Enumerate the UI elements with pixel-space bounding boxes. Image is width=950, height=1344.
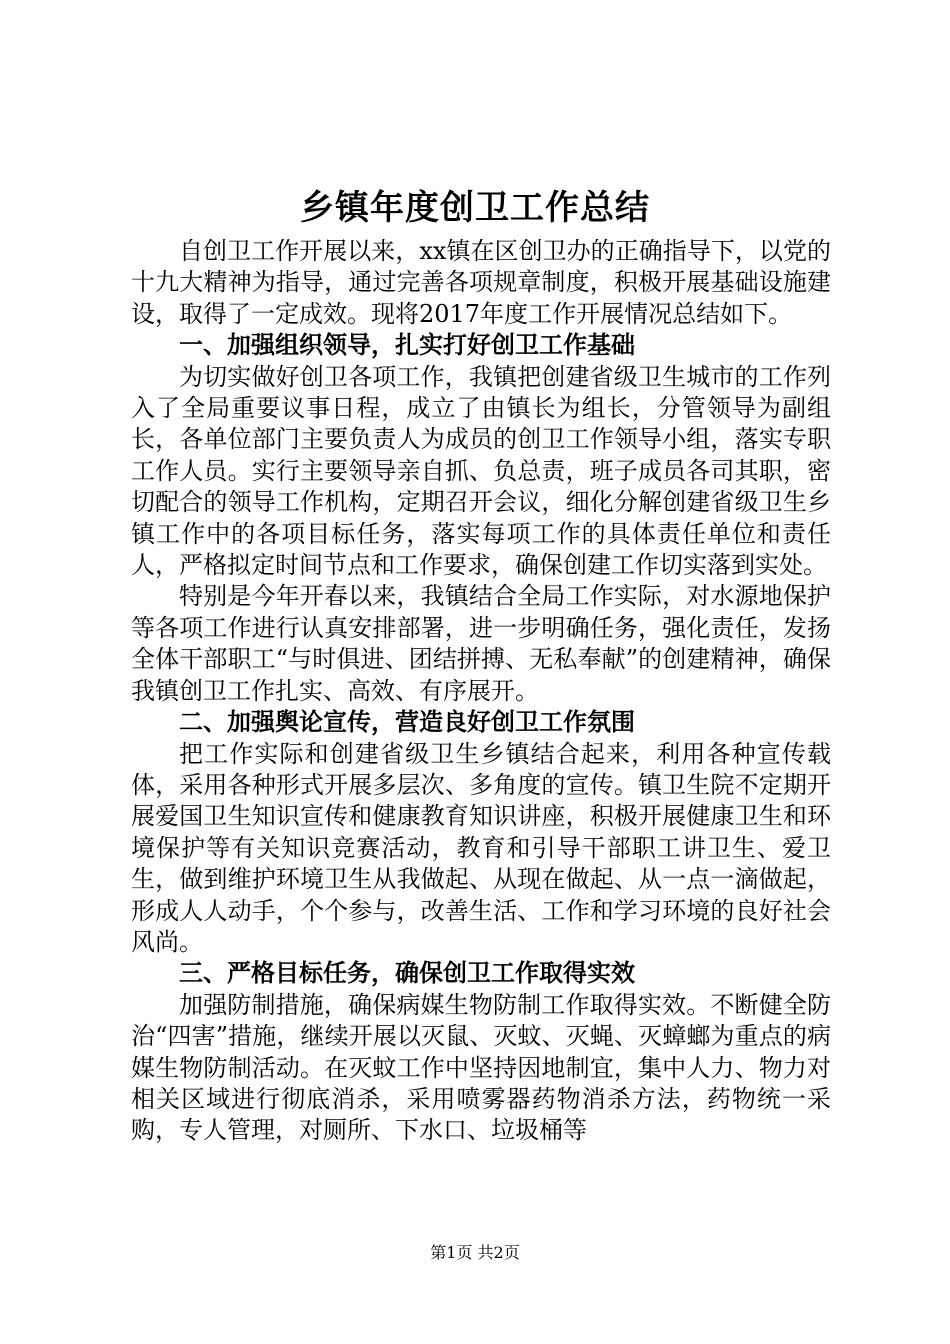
section1-paragraph-2: 特别是今年开春以来，我镇结合全局工作实际，对水源地保护等各项工作进行认真安排部署，进一步明确任务，强化责任，发扬全体干部职工“与时俱进、团结拼搏、无私奉献”的创建精神，确保我镇创卫工作扎实、高效、有序展开。 — [131, 582, 831, 705]
section3-paragraph-1: 加强防制措施，确保病媒生物防制工作取得实效。不断健全防治“四害”措施，继续开展以灭鼠、灭蚊、灭蝇、灭蟑螂为重点的病媒生物防制活动。在灭蚊工作中坚持因地制宜，集中人力、物力对相关区域进行彻底消杀，采用喷雾器药物消杀方法，药物统一采购，专人管理，对厕所、下水口、垃圾桶等 — [131, 990, 831, 1145]
section1-paragraph-1: 为切实做好创卫各项工作，我镇把创建省级卫生城市的工作列入了全局重要议事日程，成立了由镇长为组长，分管领导为副组长，各单位部门主要负责人为成员的创卫工作领导小组，落实专职工作人员。实行主要领导亲自抓、负总责，班子成员各司其职，密切配合的领导工作机构，定期召开会议，细化分解创建省级卫生乡镇工作中的各项目标任务，落实每项工作的具体责任单位和责任人，严格拟定时间节点和工作要求，确保创建工作切实落到实处。 — [131, 362, 831, 580]
section2-heading: 二、加强舆论宣传，营造良好创卫工作氛围 — [179, 708, 635, 737]
section1-heading: 一、加强组织领导，扎实打好创卫工作基础 — [179, 331, 635, 360]
section3-heading: 三、严格目标任务，确保创卫工作取得实效 — [179, 959, 635, 988]
page-number-footer: 第1页 共2页 — [430, 1243, 520, 1262]
document-body — [131, 236, 831, 1147]
intro-paragraph: 自创卫工作开展以来，xx镇在区创卫办的正确指导下，以党的十九大精神为指导，通过完善各项规章制度，积极开展基础设施建设，取得了一定成效。现将2017年度工作开展情况总结如下。 — [131, 237, 831, 328]
section2-paragraph-1: 把工作实际和创建省级卫生乡镇结合起来，利用各种宣传载体，采用各种形式开展多层次、多角度的宣传。镇卫生院不定期开展爱国卫生知识宣传和健康教育知识讲座，积极开展健康卫生和环境保护等有关知识竞赛活动，教育和引导干部职工讲卫生、爱卫生，做到维护环境卫生从我做起、从现在做起、从一点一滴做起，形成人人动手，个个参与，改善生活、工作和学习环境的良好社会风尚。 — [131, 739, 831, 956]
document-title: 乡镇年度创卫工作总结 — [300, 188, 650, 228]
